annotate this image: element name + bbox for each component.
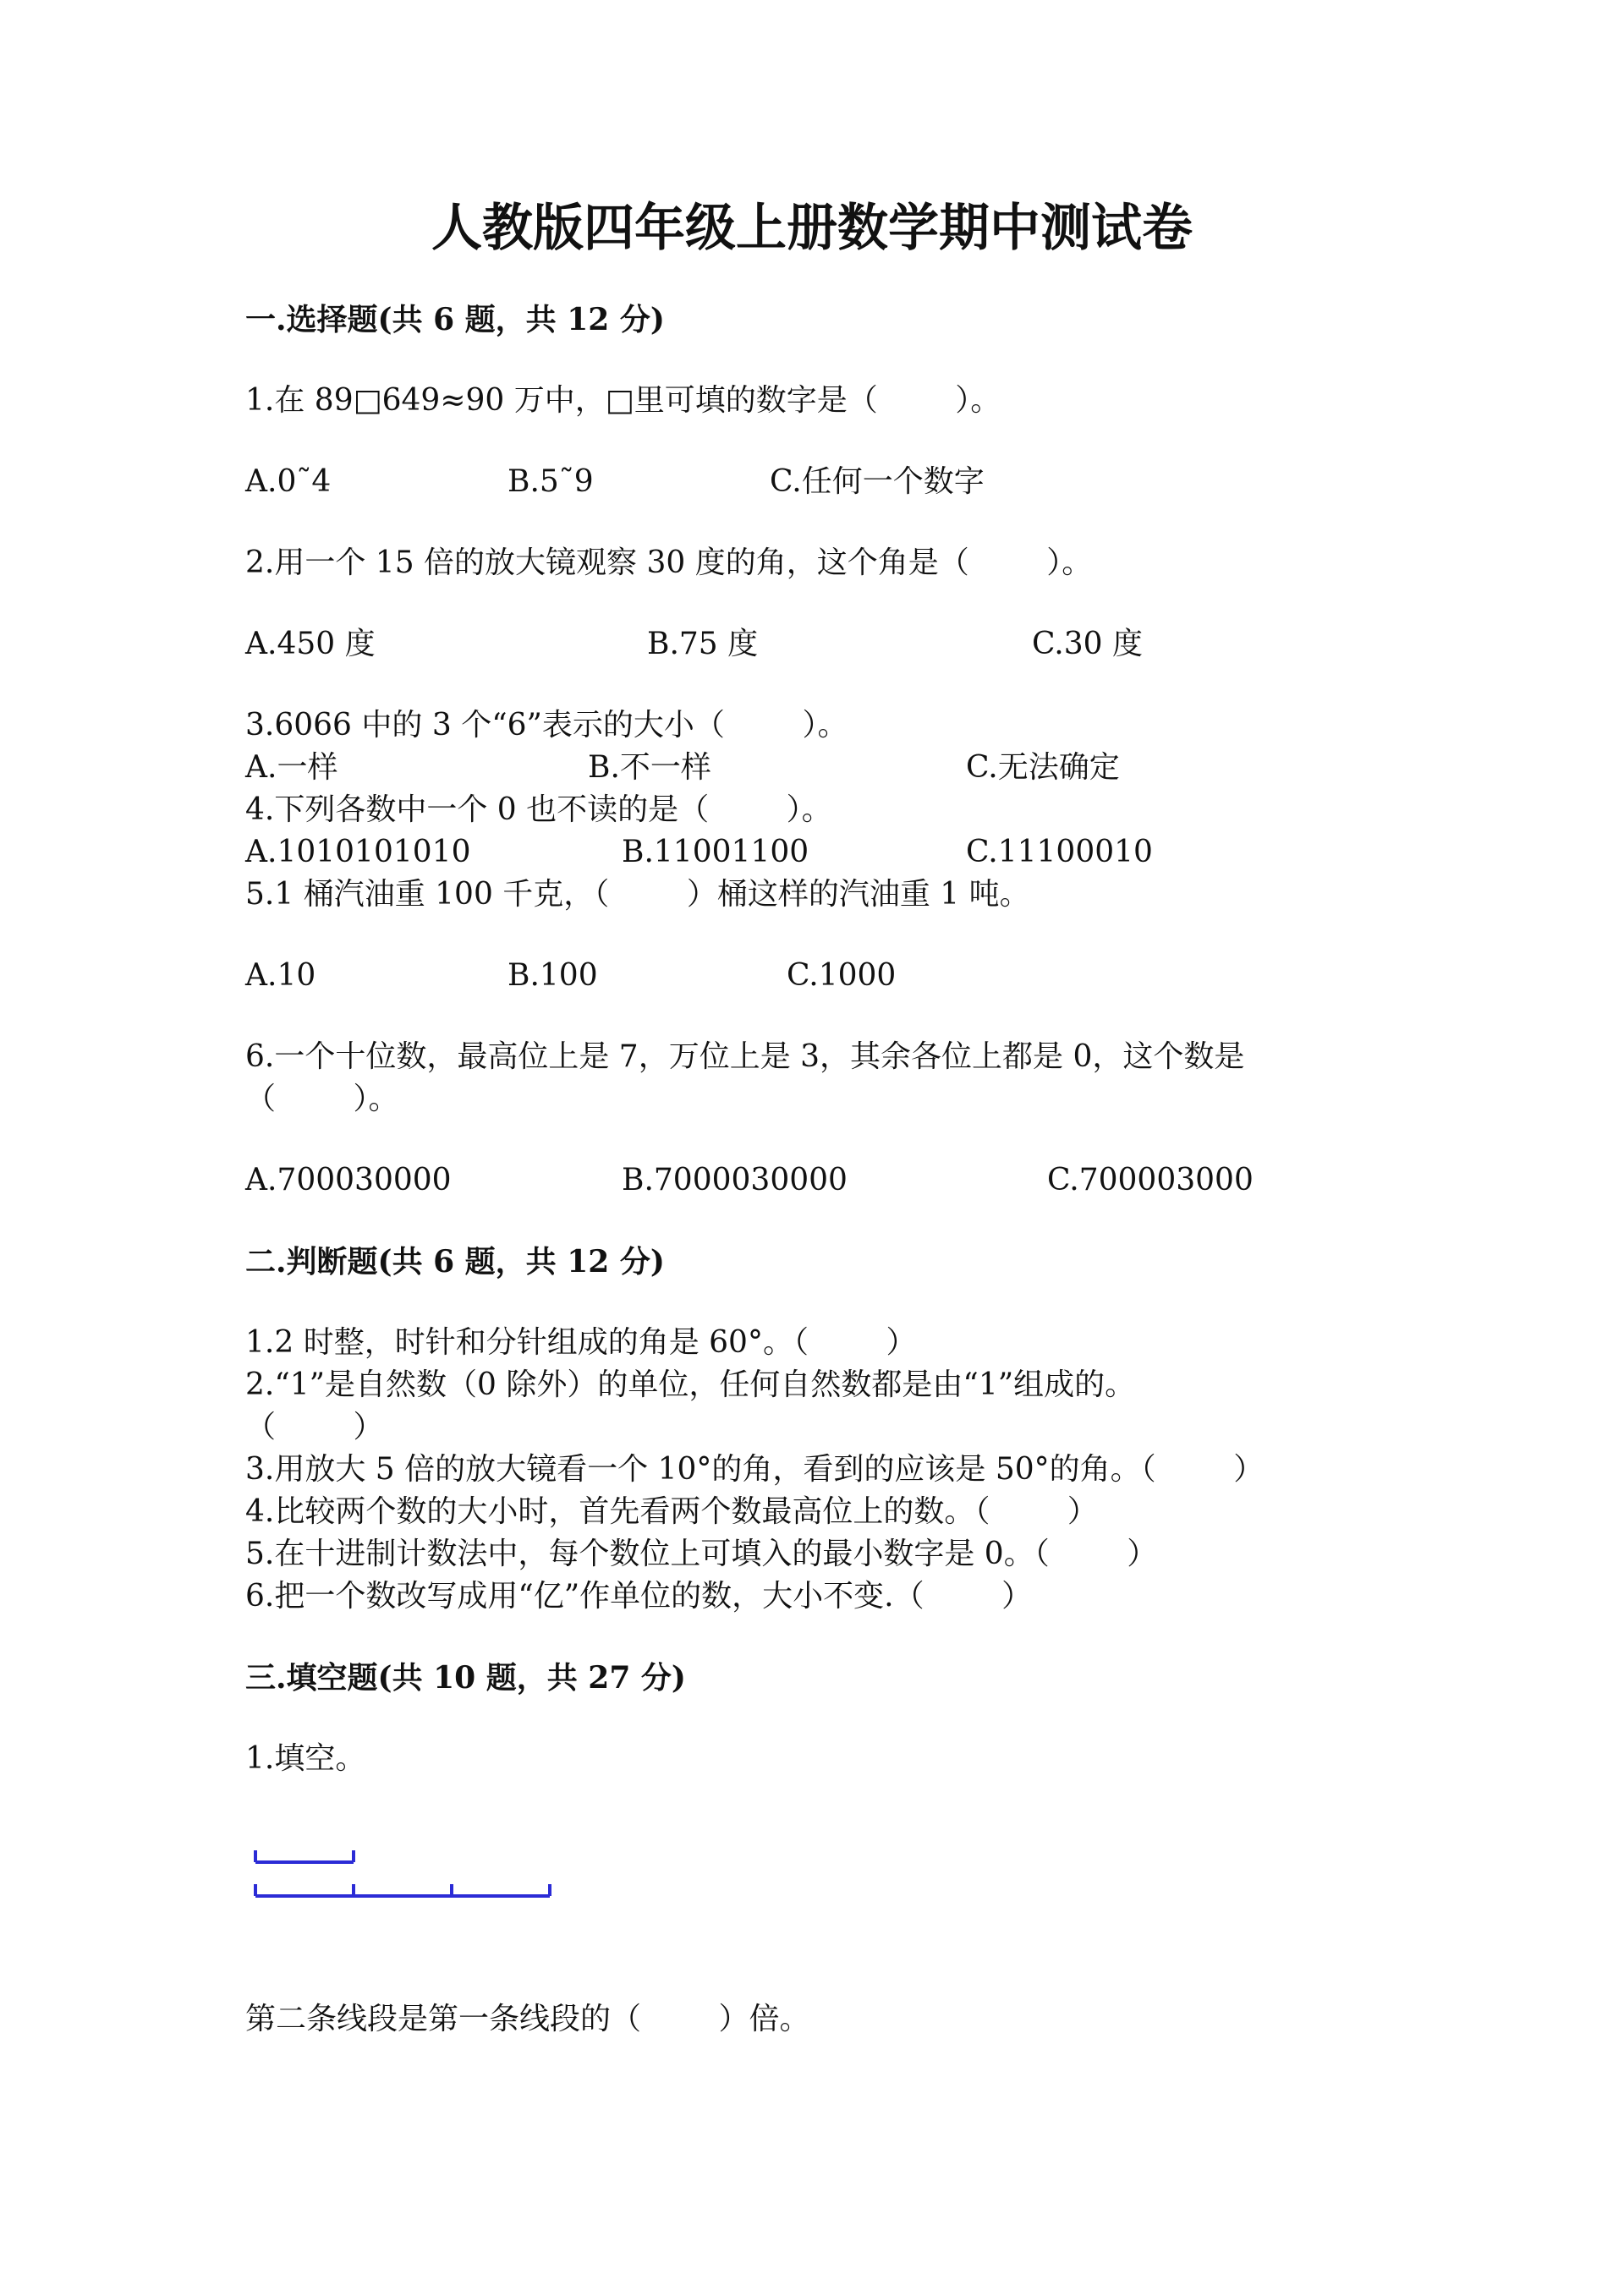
option-c: C.700003000	[1047, 1163, 1254, 1197]
option-a: A.450 度	[245, 627, 376, 661]
question-text: 5.1 桶汽油重 100 千克，（ ）桶这样的汽油重 1 吨。	[245, 877, 1030, 912]
section-heading-fill: 三.填空题(共 10 题，共 27 分)	[245, 1660, 686, 1696]
option-b: B.100	[508, 958, 598, 993]
option-a: A.700030000	[245, 1163, 452, 1197]
question-text: 2.“1”是自然数（0 除外）的单位，任何自然数都是由“1”组成的。	[245, 1367, 1136, 1402]
question-text-continuation: （ ）。	[245, 1082, 399, 1116]
section-heading-choice: 一.选择题(共 6 题，共 12 分)	[245, 302, 665, 337]
section-heading-judgement: 二.判断题(共 6 题，共 12 分)	[245, 1244, 665, 1280]
question-text: 第二条线段是第一条线段的（ ）倍。	[245, 2002, 810, 2036]
option-c: C.1000	[787, 958, 897, 993]
option-a: A.1010101010	[245, 835, 471, 869]
first-segment	[255, 1850, 354, 1862]
question-text: 3.用放大 5 倍的放大镜看一个 10°的角，看到的应该是 50°的角。（ ）	[245, 1452, 1265, 1487]
option-a: A.0˜4	[245, 464, 332, 499]
option-b: B.不一样	[588, 750, 711, 785]
question-text: 1.2 时整，时针和分针组成的角是 60°。（ ）	[245, 1325, 917, 1360]
page-title: 人教版四年级上册数学期中测试卷	[431, 199, 1193, 258]
question-text: 1.填空。	[245, 1741, 366, 1776]
question-text: 5.在十进制计数法中，每个数位上可填入的最小数字是 0。（ ）	[245, 1537, 1158, 1571]
option-b: B.7000030000	[622, 1163, 848, 1197]
question-text: 6.一个十位数，最高位上是 7，万位上是 3，其余各位上都是 0，这个数是	[245, 1039, 1245, 1074]
question-text: 3.6066 中的 3 个“6”表示的大小（ ）。	[245, 708, 848, 743]
question-text: 6.把一个数改写成用“亿”作单位的数，大小不变.（ ）	[245, 1579, 1033, 1614]
option-c: C.30 度	[1032, 627, 1143, 661]
question-text: 4.比较两个数的大小时，首先看两个数最高位上的数。（ ）	[245, 1494, 1098, 1529]
option-a: A.10	[245, 958, 316, 993]
option-b: B.5˜9	[508, 464, 594, 499]
option-c: C.任何一个数字	[770, 464, 985, 499]
option-c: C.11100010	[966, 835, 1153, 869]
option-b: B.11001100	[622, 835, 809, 869]
option-c: C.无法确定	[966, 750, 1120, 785]
question-text-continuation: （ ）	[245, 1410, 384, 1444]
question-text: 1.在 89□649≈90 万中，□里可填的数字是（ ）。	[245, 383, 1001, 418]
second-segment	[255, 1884, 550, 1896]
question-text: 2.用一个 15 倍的放大镜观察 30 度的角，这个角是（ ）。	[245, 545, 1093, 580]
option-b: B.75 度	[647, 627, 759, 661]
line-segment-diagram	[245, 1844, 567, 1911]
question-text: 4.下列各数中一个 0 也不读的是（ ）。	[245, 792, 832, 827]
option-a: A.一样	[245, 750, 338, 785]
